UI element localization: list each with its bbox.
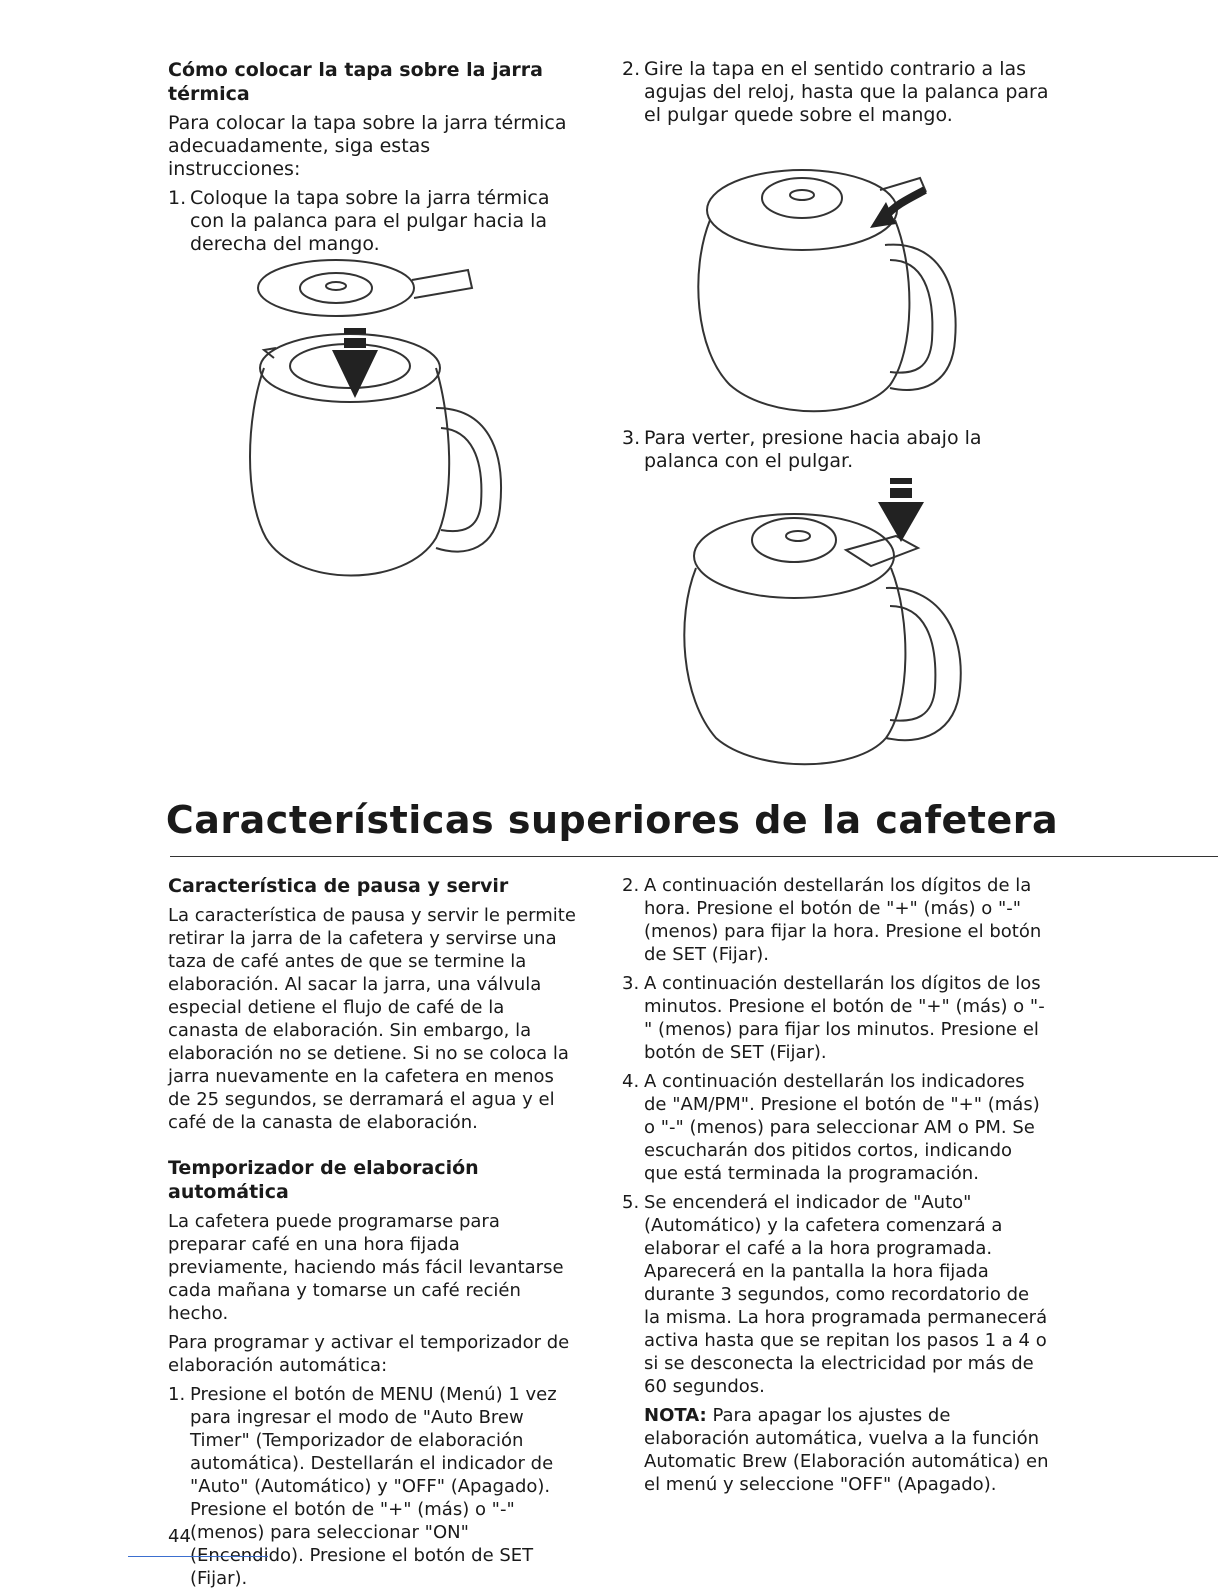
timer-step-4 (622, 1070, 1050, 1185)
step-number: 5. (622, 1192, 640, 1213)
note-label: NOTA: (644, 1405, 707, 1426)
lid-intro: Para colocar la tapa sobre la jarra térmica adecuadamente, siga estas instrucciones: (168, 112, 567, 180)
pause-text: La característica de pausa y servir le permite retirar la jarra de la cafetera y servirse una taza de café antes de que se termine la elaboración. Al sacar la jarra, una válvula especial detiene el flujo de café de la canasta de elaboración. Sin embargo, la elaboración no se detiene. Si no se coloca la jarra nuevamente en la cafetera en menos de 25 segundos, se derramará el agua y el café de la canasta de elaboración. (168, 905, 576, 1133)
step-text: Coloque la tapa sobre la jarra térmica con la palanca para el pulgar hacia la derecha del mango. (190, 187, 550, 255)
main-title: Características superiores de la cafetera (165, 798, 1059, 842)
timer-intro-2: Para programar y activar el temporizador de elaboración automática: (168, 1332, 570, 1376)
lid-step-3-block (622, 427, 1052, 479)
step-text: Se encenderá el indicador de "Auto" (Automático) y la cafetera comenzará a elaborar el café a la hora programada. Aparecerá en la pantalla la hora fijada durante 3 segundos, como recordatorio de la misma. La hora programada permanecerá activa hasta que se repitan los pasos 1 a 4 o si se desconecta la electricidad por más de 60 segundos. (644, 1192, 1048, 1397)
lid-step-3 (622, 427, 1052, 473)
step-text: A continuación destellarán los dígitos de la hora. Presione el botón de "+" (más) o "-" (menos) para fijar la hora. Presione el botón de SET (Fijar). (644, 875, 1042, 965)
carafe-lid-rotation-illustration (690, 150, 980, 420)
step-text: Presione el botón de MENU (Menú) 1 vez para ingresar el modo de "Auto Brew Timer" (Temporizador de elaboración automática). Destellarán el indicador de "Auto" (Automático) y "OFF" (Apagado). Presione el botón de "+" (más) o "-" (menos) para seleccionar "ON" (Encendido). Presione el botón de SET (Fijar). (190, 1384, 557, 1589)
footer-line (128, 1556, 268, 1557)
pause-heading: Característica de pausa y servir (168, 875, 509, 897)
step-number: 2. (622, 58, 641, 80)
timer-step-2 (622, 874, 1050, 966)
note (622, 1404, 1050, 1496)
timer-intro: La cafetera puede programarse para preparar café en una hora fijada previamente, haciendo más fácil levantarse cada mañana y tomarse un café recién hecho. (168, 1211, 564, 1324)
step-text: Para verter, presione hacia abajo la palanca con el pulgar. (644, 427, 982, 472)
step-number: 1. (168, 1384, 186, 1405)
note-text: Para apagar los ajustes de elaboración automática, vuelva a la función Automatic Brew (Elaboración automática) en el menú y seleccione "OFF" (Apagado). (644, 1405, 1049, 1495)
timer-step-5 (622, 1191, 1050, 1398)
step-number: 1. (168, 187, 187, 209)
timer-heading: Temporizador de elaboración automática (168, 1157, 479, 1203)
lid-instructions-left (168, 58, 568, 262)
step-text: Gire la tapa en el sentido contrario a las agujas del reloj, hasta que la palanca para el pulgar quede sobre el mango. (644, 58, 1049, 126)
step-number: 2. (622, 875, 640, 896)
carafe-pour-illustration (676, 478, 986, 778)
timer-step-1 (168, 1383, 578, 1590)
step-number: 3. (622, 973, 640, 994)
step-number: 3. (622, 427, 641, 449)
lid-step-2 (622, 58, 1052, 127)
lower-left-column (168, 874, 578, 1596)
lid-step-2-block (622, 58, 1052, 133)
step-text: A continuación destellarán los dígitos de los minutos. Presione el botón de "+" (más) o "-" (menos) para fijar los minutos. Presione el botón de SET (Fijar). (644, 973, 1045, 1063)
title-divider (170, 856, 1218, 857)
lid-step-1 (168, 187, 568, 256)
carafe-lid-placement-illustration (236, 258, 526, 598)
lid-section-heading: Cómo colocar la tapa sobre la jarra térmica (168, 59, 543, 105)
page-number: 44 (168, 1526, 191, 1547)
timer-step-3 (622, 972, 1050, 1064)
lower-right-column (622, 874, 1050, 1502)
step-text: A continuación destellarán los indicadores de "AM/PM". Presione el botón de "+" (más) o "-" (menos) para seleccionar AM o PM. Se escucharán dos pitidos cortos, indicando que está terminada la programación. (644, 1071, 1040, 1184)
step-number: 4. (622, 1071, 640, 1092)
